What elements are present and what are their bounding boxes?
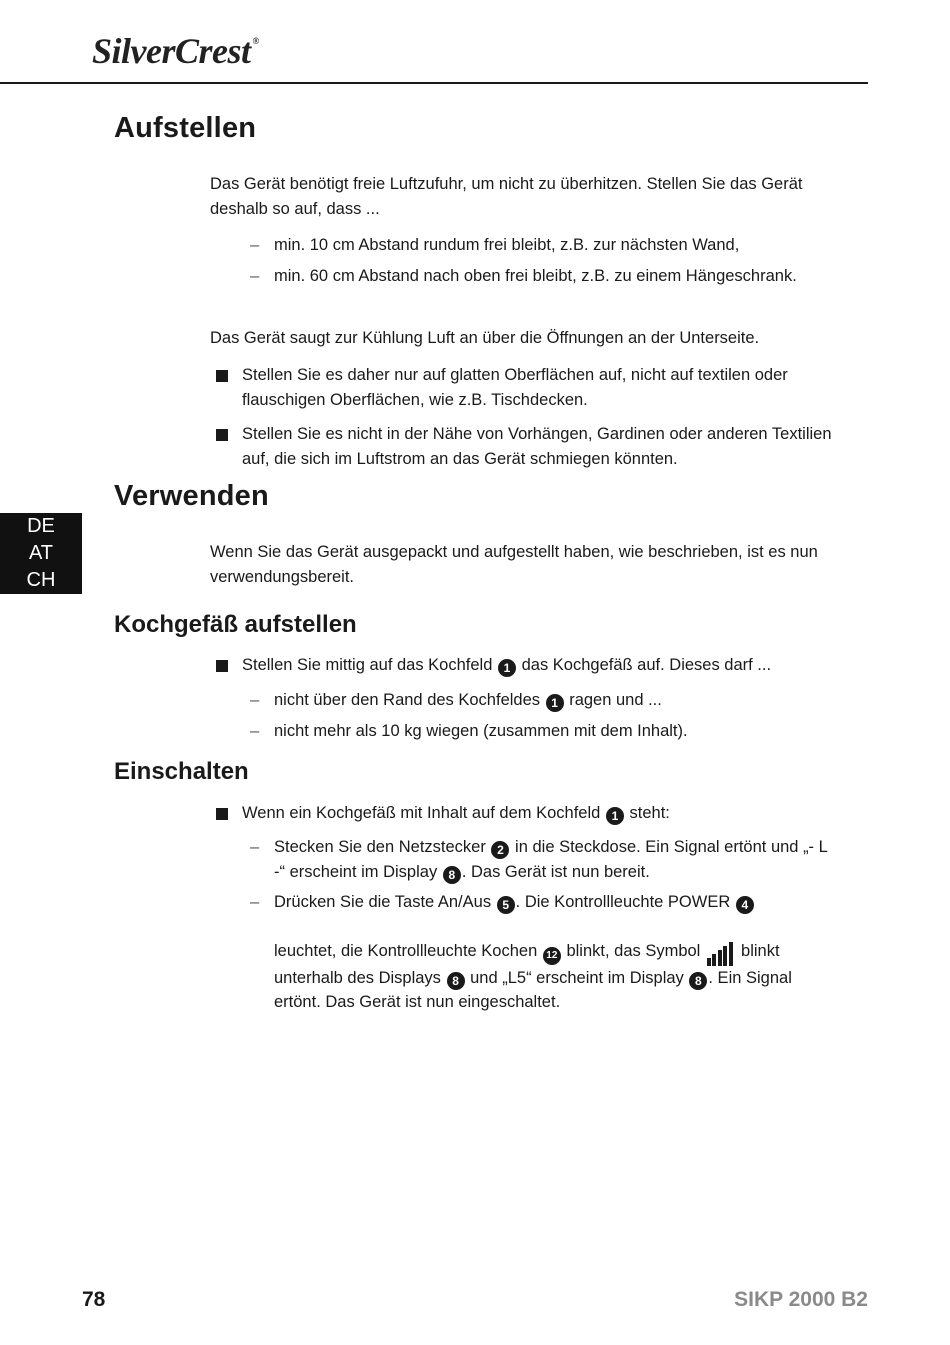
bullet-square-icon [216, 808, 228, 820]
aufstellen-dash-2: – min. 60 cm Abstand nach oben frei bleibt, z.B. zu einem Hängeschrank. [250, 267, 797, 285]
bullet-square-icon [216, 429, 228, 441]
einschalten-bullet: Wenn ein Kochgefäß mit Inhalt auf dem Kochfeld 1 steht: [216, 801, 836, 826]
kochgefaess-dash-1: – nicht über den Rand des Kochfeldes 1 ragen und ... [250, 691, 662, 710]
aufstellen-bullet-1: Stellen Sie es daher nur auf glatten Oberflächen auf, nicht auf textilen oder flauschigen Oberflächen, wie z.B. Tischdecken. [216, 363, 836, 412]
bullet-square-icon [216, 370, 228, 382]
header-rule [0, 82, 868, 84]
ref-number-icon: 1 [606, 807, 624, 825]
lang-de: DE [27, 515, 55, 537]
kochgefaess-bullet: Stellen Sie mittig auf das Kochfeld 1 das Kochgefäß auf. Dieses darf ... [216, 653, 836, 678]
einschalten-dash-2: – Drücken Sie die Taste An/Aus 5 . Die Kontrollleuchte POWER 4 leuchtet, die Kontrollleuchte Kochen 12 blinkt, das Symbol blinkt unterhalb des Displays 8 und „L5“ erscheint im Display 8 . Ein Signal ertönt. Das Gerät ist nun eingeschaltet. [250, 893, 792, 1011]
brand-name: SilverCrest [92, 31, 251, 71]
ref-number-icon: 5 [497, 896, 515, 914]
bullet-square-icon [216, 660, 228, 672]
aufstellen-dash-1: – min. 10 cm Abstand rundum frei bleibt, z.B. zur nächsten Wand, [250, 236, 740, 254]
heading-aufstellen: Aufstellen [114, 112, 257, 144]
page-number: 78 [82, 1288, 106, 1311]
ref-number-icon: 4 [736, 896, 754, 914]
verwenden-text: Wenn Sie das Gerät ausgepackt und aufgestellt haben, wie beschrieben, ist es nun verwendungsbereit. [210, 543, 818, 586]
heading-einschalten: Einschalten [114, 758, 249, 785]
aufstellen-para-2: Das Gerät saugt zur Kühlung Luft an über die Öffnungen an der Unterseite. [210, 329, 760, 347]
lang-at: AT [28, 542, 54, 564]
aufstellen-intro: Das Gerät benötigt freie Luftzufuhr, um nicht zu überhitzen. Stellen Sie das Gerät deshalb so auf, dass ... [210, 175, 803, 218]
brand-logo [92, 30, 259, 72]
ref-number-icon: 2 [491, 841, 509, 859]
language-tab [0, 513, 82, 594]
ref-number-icon: 8 [447, 972, 465, 990]
ref-number-icon: 12 [543, 947, 561, 965]
ref-number-icon: 1 [546, 694, 564, 712]
heading-verwenden: Verwenden [114, 480, 269, 512]
lang-ch: CH [26, 569, 56, 591]
aufstellen-bullet-2: Stellen Sie es nicht in der Nähe von Vorhängen, Gardinen oder anderen Textilien auf, die sich im Luftstrom an das Gerät schmiegen könnten. [216, 422, 836, 471]
signal-bars-icon [707, 941, 735, 966]
ref-number-icon: 8 [443, 866, 461, 884]
ref-number-icon: 1 [498, 659, 516, 677]
registered-mark: ® [252, 36, 259, 46]
ref-number-icon: 8 [689, 972, 707, 990]
einschalten-dash-1: – Stecken Sie den Netzstecker 2 in die Steckdose. Ein Signal ertönt und „- L -“ erscheint im Display 8 . Das Gerät ist nun bereit. [250, 838, 828, 882]
heading-kochgefaess: Kochgefäß aufstellen [114, 611, 357, 638]
model-name: SIKP 2000 B2 [734, 1288, 868, 1311]
kochgefaess-dash-2: – nicht mehr als 10 kg wiegen (zusammen mit dem Inhalt). [250, 722, 688, 740]
